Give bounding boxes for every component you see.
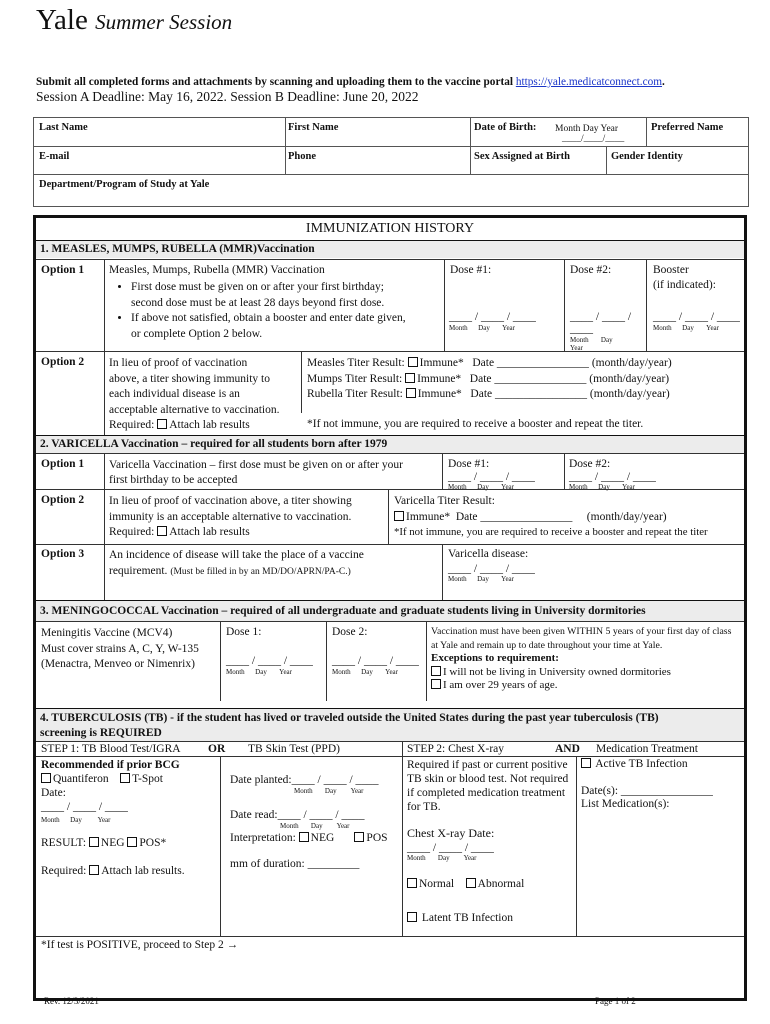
mmr-booster-blank[interactable]: ____ / ____ / ____ xyxy=(653,311,740,323)
mmr-option1-title: Measles, Mumps, Rubella (MMR) Vaccination xyxy=(109,264,325,276)
varicella-dose1: Dose #1: xyxy=(448,458,490,470)
ppd-pos-checkbox[interactable] xyxy=(354,832,364,842)
tb-required: Required: Attach lab results. xyxy=(41,865,185,877)
meningococcal-header: 3. MENINGOCOCCAL Vaccination – required of all undergraduate and graduate students living in University dormitories xyxy=(36,601,744,621)
portal-link[interactable]: https://yale.medicatconnect.com xyxy=(515,76,663,88)
med-dates[interactable]: Date(s): ________________ xyxy=(581,785,713,797)
yale-logo: Yale Summer Session xyxy=(36,4,233,36)
last-name-field[interactable]: Last Name xyxy=(39,122,88,133)
revision: Rev. 12/3/2021 xyxy=(44,996,99,1006)
cxr-normal-checkbox[interactable] xyxy=(407,878,417,888)
page-number: Page 1 of 2 xyxy=(595,996,636,1006)
cxr-date: Chest X-ray Date: xyxy=(407,826,495,840)
varicella-dose2: Dose #2: xyxy=(569,458,611,470)
varicella-dose1-blank[interactable]: ____ / ____ / ____ xyxy=(448,471,535,483)
active-tb: Active TB Infection xyxy=(581,758,688,770)
ppd-read[interactable]: Date read:____ / ____ / ____ xyxy=(230,809,365,821)
latent-tb: Latent TB Infection xyxy=(407,912,513,924)
tb-attach-checkbox[interactable] xyxy=(89,865,99,875)
sex-field[interactable]: Sex Assigned at Birth xyxy=(474,151,570,162)
immunization-title: IMMUNIZATION HISTORY xyxy=(305,221,475,236)
cxr-date-blank[interactable]: ____ / ____ / ____ xyxy=(407,842,494,854)
personal-info-table xyxy=(33,117,749,207)
tb-blood-test: Recommended if prior BCG Quantiferon T-Spot Date: ____ / ____ / ____ xyxy=(41,759,180,813)
tspot-checkbox[interactable] xyxy=(120,773,130,783)
first-name-field[interactable]: First Name xyxy=(288,122,339,133)
email-field[interactable]: E-mail xyxy=(39,151,70,162)
mmr-header: 1. MEASLES, MUMPS, RUBELLA (MMR)Vaccination xyxy=(36,241,744,258)
dob-blank: ____/____/____ xyxy=(562,134,625,144)
varicella-option1-label: Option 1 xyxy=(41,458,85,470)
mmr-attach-checkbox[interactable] xyxy=(157,419,167,429)
men-dose2-blank[interactable]: ____ / ____ / ____ xyxy=(332,655,419,667)
varicella-titer: Varicella Titer Result: Immune* Date ________________ (month/day/year) *If not immune, you are required to receive a booster and repeat the titer xyxy=(394,495,708,538)
mumps-immune-checkbox[interactable] xyxy=(405,373,415,383)
men-dose2: Dose 2: xyxy=(332,626,368,638)
varicella-header: 2. VARICELLA Vaccination – required for all students born after 1979 xyxy=(36,436,744,453)
tb-positive-note: *If test is POSITIVE, proceed to Step 2 → xyxy=(41,939,239,951)
varicella-dose2-blank[interactable]: ____ / ____ / ____ xyxy=(569,471,656,483)
tb-and: AND xyxy=(555,743,580,755)
tb-or: OR xyxy=(208,743,226,755)
varicella-option1-text: Varicella Vaccination – first dose must be given on or after your first birthday to be accepted xyxy=(109,459,403,486)
men-dose1-blank[interactable]: ____ / ____ / ____ xyxy=(226,655,313,667)
preferred-name-field[interactable]: Preferred Name xyxy=(651,122,724,133)
med-list[interactable]: List Medication(s): xyxy=(581,798,670,810)
mmr-dose2-year: Year xyxy=(570,344,583,352)
mmr-option1-label: Option 1 xyxy=(41,264,85,276)
quantiferon-checkbox[interactable] xyxy=(41,773,51,783)
not-living-dorm-checkbox[interactable] xyxy=(431,666,441,676)
varicella-option2-label: Option 2 xyxy=(41,494,85,506)
measles-immune-checkbox[interactable] xyxy=(408,357,418,367)
ppd-planted[interactable]: Date planted:____ / ____ / ____ xyxy=(230,774,379,786)
deadlines: Session A Deadline: May 16, 2022. Session B Deadline: June 20, 2022 xyxy=(36,89,419,104)
cxr-abnormal-checkbox[interactable] xyxy=(466,878,476,888)
dob-field[interactable]: Date of Birth: xyxy=(474,122,537,133)
varicella-disease: Varicella disease: xyxy=(448,548,529,560)
dob-format: Month Day Year xyxy=(555,124,619,134)
varicella-disease-blank[interactable]: ____ / ____ / ____ xyxy=(448,563,535,575)
submit-instructions: Submit all completed forms and attachments by scanning and uploading them to the vaccine portal https://yale.medicatconnect.com. xyxy=(36,76,665,88)
over-29-checkbox[interactable] xyxy=(431,679,441,689)
ppd-neg-checkbox[interactable] xyxy=(299,832,309,842)
latent-tb-checkbox[interactable] xyxy=(407,912,417,922)
tb-ppd: TB Skin Test (PPD) xyxy=(248,743,340,755)
mmr-option2-label: Option 2 xyxy=(41,356,85,368)
ppd-mm[interactable]: mm of duration: _________ xyxy=(230,858,360,870)
cxr-requirement: Required if past or current positive TB skin or blood test. Not required if completed medication treatment for TB. xyxy=(407,759,569,813)
rubella-immune-checkbox[interactable] xyxy=(406,388,416,398)
tb-header: 4. TUBERCULOSIS (TB) - if the student has lived or traveled outside the United States during the past year tuberculosis (TB) screening is REQUIRED xyxy=(36,709,744,741)
mmr-dose2-blank-b: ____ xyxy=(570,323,593,335)
men-requirement-notes: Vaccination must have been given WITHIN 5 years of your first day of class at Yale and remain up to date throughout your time at Yale. Exceptions to requirement: I will not be living in University owned dormitories I am over 29 years of age. xyxy=(431,626,732,691)
mmr-booster: Booster xyxy=(653,264,689,276)
department-field[interactable]: Department/Program of Study at Yale xyxy=(39,179,210,190)
immunization-history: IMMUNIZATION HISTORY 1. MEASLES, MUMPS, RUBELLA (MMR)Vaccination Option 1 Measles, Mumps, Rubella (MMR) Vaccination • First dose must be given on or after your first birthday; second dose must be at least 28 days beyond first dose. • If above not satisfied, obtain a booster and enter date given, or complete Option 2 below. Dose #1: ____ / ____ / ____ Month Day Year Dose #2: ____ / ____ / ____ Month Day Year Booster (if indicated): ____ / ____ / ____ Month Day Year Option 2 In lieu of proof of vaccination above, a titer showing immunity to each individual disease is an acceptable alternative to vaccination. Required: Attach lab results Measles Titer Result: Immune* Date ________________ (month/day/year) Mumps Titer Result: Immune* Date ________________ (month/day/year) Rubella Titer Result: Immune* Date ________________ (month/day/year) *If not immune, you are required to receive a booster and repeat the titer. 2. VARICELLA Vaccination – required for all students born after 1979 Option 1 Varicella Vaccination – first dose must be given on or after your first birthday to be accepted Dose #1: ____ / ____ / ____ Month Day Year Dose #2: ____ / ____ / ____ Month Day Year Option 2 In lieu of proof of vaccination above, a titer showing immunity is an acceptable alternative to vaccination. Required: Attach lab results Varicella Titer Result: Immune* Date ________________ (month/day/year) *If not immune, you are required to receive a booster and repeat the titer Option 3 An incidence of disease will take the place of a vaccine requirement. (Must be filled in by an MD/DO/APRN/PA-C.) Varicella disease: ____ / ____ / ____ Month Day Year 3. MENINGOCOCCAL Vaccination – required of all undergraduate and graduate students living in University dormitories Meningitis Vaccine (MCV4) Must cover strains A, C, Y, W-135 (Menactra, Menveo or Nimenrix) Dose 1: ____ / ____ / ____ Month Day Year Dose 2: ____ / ____ / ____ Month Day Year Vaccination must have been given WITHIN 5 years of your first day of class at Yale and remain up to date throughout your time at Yale. Exceptions to requirement: I will not be living in University owned dormitories I am over 29 years of age. 4. TUBERCULOSIS (TB) - if the student has lived or traveled outside the United States during the past year tuberculosis (TB) screening is REQUIRED STEP 1: TB Blood Test/IGRA OR TB Skin Test (PPD) STEP 2: Chest X-ray AND Medication Treatment Recommended if prior BCG Quantiferon T-Spot Date: ____ / ____ / ____ Month Day Year RESULT: NEG POS* Required: Attach lab results. Date planted:____ / ____ / ____ Month Day Year Date read:____ / ____ / ____ Month Day Year Interpretation: NEG POS mm of duration: _________ Required if past or current positive TB skin or blood test. Not required if completed medication treatment for TB. Chest X-ray Date: ____ / ____ / ____ Month Day Year Normal Abnormal Latent TB Infection Active TB Infection Date(s): ________________ List Medication(s): *If test is POSITIVE, proceed to Step 2 → xyxy=(33,215,747,1001)
mmr-dose2-blank[interactable]: ____ / ____ / xyxy=(570,311,632,323)
mmr-option2-text: In lieu of proof of vaccination above, a titer showing immunity to each individual disease is an acceptable alternative to vaccination. Required: Attach lab results xyxy=(109,357,280,431)
gender-field[interactable]: Gender Identity xyxy=(611,151,683,162)
tb-neg-checkbox[interactable] xyxy=(89,837,99,847)
mmr-dose1-blank[interactable]: ____ / ____ / ____ xyxy=(449,311,536,323)
varicella-attach-checkbox[interactable] xyxy=(157,526,167,536)
cxr-result: Normal Abnormal xyxy=(407,878,524,890)
tb-pos-checkbox[interactable] xyxy=(127,837,137,847)
mmr-booster-sub: (if indicated): xyxy=(653,279,716,291)
mmr-note: *If not immune, you are required to receive a booster and repeat the titer. xyxy=(307,418,644,430)
ppd-interpretation: Interpretation: NEG POS xyxy=(230,832,388,844)
mmr-rules: • First dose must be given on or after your first birthday; second dose must be at least 28 days beyond first dose. • If above not satisfied, obtain a booster and enter date given, or complete Option 2 below. xyxy=(109,280,406,342)
mmr-dose1: Dose #1: xyxy=(450,264,492,276)
varicella-option3-text: An incidence of disease will take the place of a vaccine requirement. (Must be filled in by an MD/DO/APRN/PA-C.) xyxy=(109,549,364,577)
tb-step1: STEP 1: TB Blood Test/IGRA xyxy=(41,743,181,755)
mmr-titer-results: Measles Titer Result: Immune* Date ________________ (month/day/year) Mumps Titer Result: Immune* Date ________________ (month/day/year) Rubella Titer Result: Immune* Date ________________ (month/day/year) xyxy=(307,357,672,400)
phone-field[interactable]: Phone xyxy=(288,151,317,162)
meningitis-vaccine-info: Meningitis Vaccine (MCV4) Must cover strains A, C, Y, W-135 (Menactra, Menveo or Nimenrix) xyxy=(41,627,199,670)
varicella-option3-label: Option 3 xyxy=(41,548,85,560)
active-tb-checkbox[interactable] xyxy=(581,758,591,768)
tb-medication: Medication Treatment xyxy=(596,743,698,755)
varicella-immune-checkbox[interactable] xyxy=(394,511,404,521)
tb-step2: STEP 2: Chest X-ray xyxy=(407,743,504,755)
men-dose1: Dose 1: xyxy=(226,626,262,638)
varicella-option2-text: In lieu of proof of vaccination above, a titer showing immunity is an acceptable alternative to vaccination. Required: Attach lab results xyxy=(109,495,352,538)
tb-result: RESULT: NEG POS* xyxy=(41,837,167,849)
mmr-dose2: Dose #2: xyxy=(570,264,612,276)
